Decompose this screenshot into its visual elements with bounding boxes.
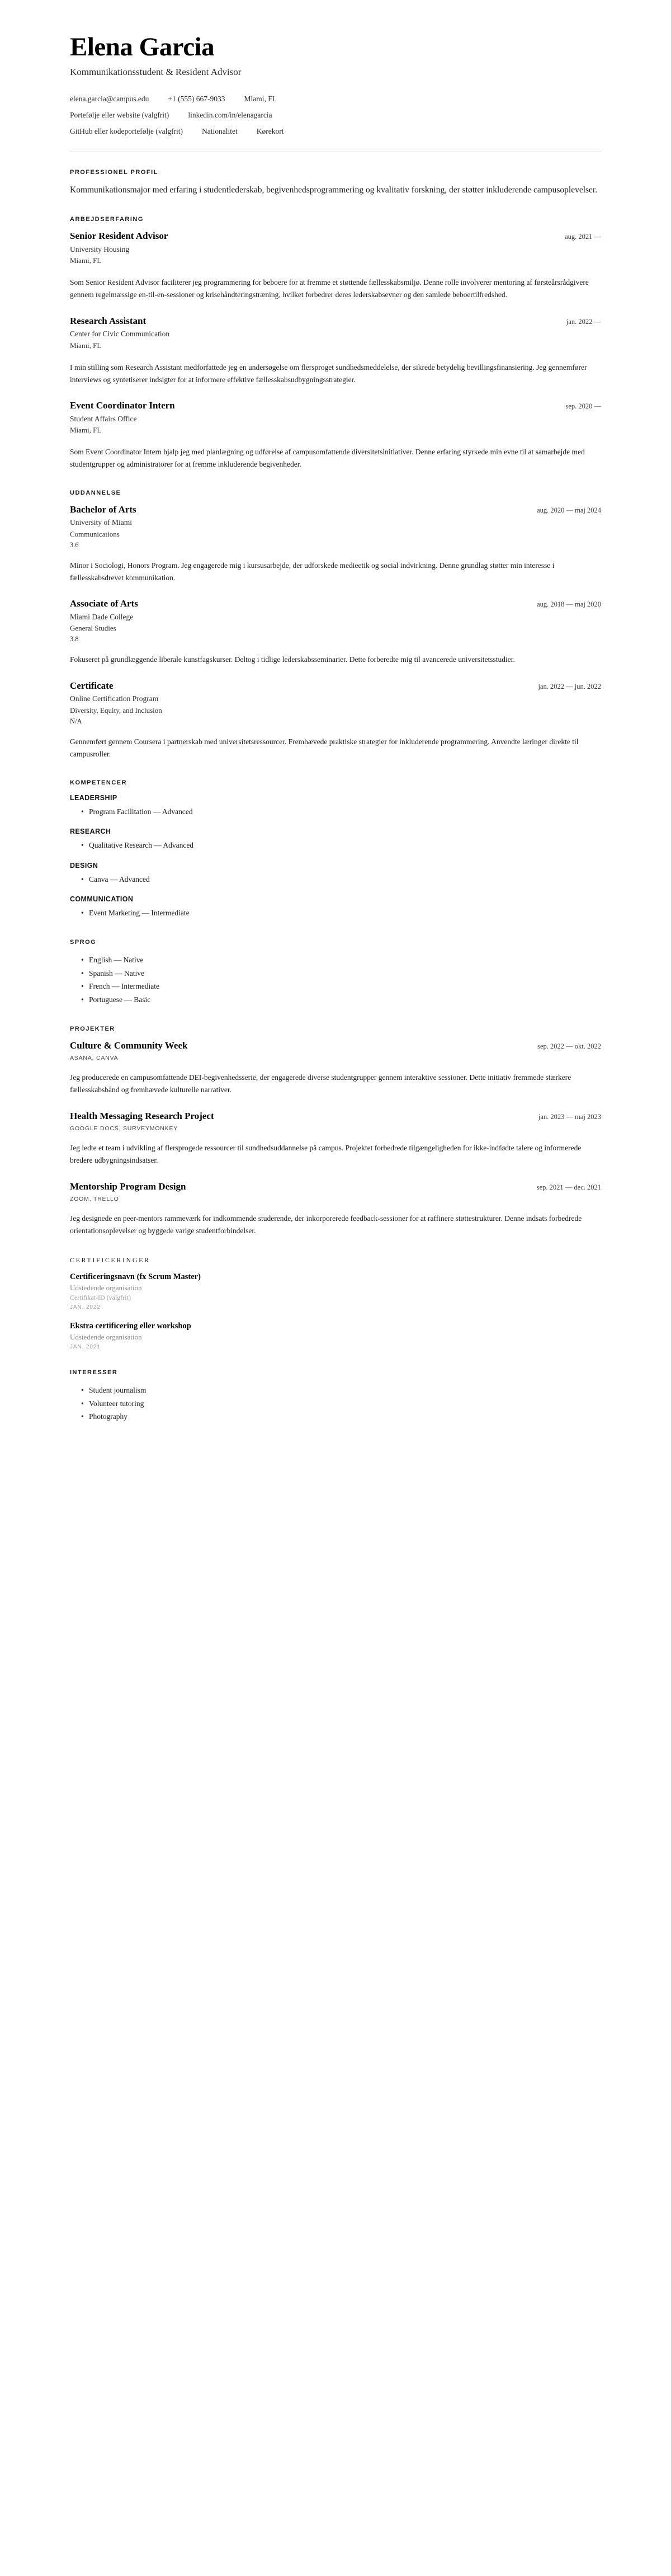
- project-date: sep. 2022 — okt. 2022: [537, 1042, 601, 1050]
- candidate-name: Elena Garcia: [70, 32, 215, 62]
- section-title-profile: PROFESSIONEL PROFIL: [70, 169, 158, 176]
- education-degree: Certificate: [70, 680, 114, 692]
- experience-item-head: [70, 400, 601, 411]
- certification-date: JAN. 2022: [70, 1304, 101, 1310]
- experience-item: [70, 231, 601, 301]
- experience-date: aug. 2021 —: [565, 233, 601, 241]
- section-title-experience: ARBEJDSERFARING: [70, 216, 144, 223]
- project-date: sep. 2021 — dec. 2021: [536, 1183, 601, 1191]
- contact-portfolio: Portefølje eller website (valgfrit): [70, 111, 169, 120]
- education-school: Online Certification Program: [70, 694, 159, 703]
- experience-role: Senior Resident Advisor: [70, 231, 168, 242]
- section-title-certifications: CERTIFICERINGER: [70, 1256, 150, 1264]
- language-item: • Portuguese — Basic: [81, 993, 601, 1007]
- skill-group-title: DESIGN: [70, 861, 98, 869]
- skill-group: [70, 794, 601, 819]
- section-title-projects: PROJEKTER: [70, 1025, 115, 1032]
- contact-linkedin: linkedin.com/in/elenagarcia: [188, 111, 272, 120]
- experience-description: Som Senior Resident Advisor faciliterer jeg programmering for beboere for at fremme et støttende fællesskabsmiljø. Denne rolle involverer mentoring af førsteårsrådgivere gennem regelmæssige en-til-en-sessioner og krisehåndteringstræning, hvilket forbedrer deres lederskabsevner og den samlede beboertilfredshed.: [70, 278, 589, 299]
- section-title-skills: KOMPETENCER: [70, 779, 127, 786]
- language-item: • French — Intermediate: [81, 980, 601, 993]
- education-school: University of Miami: [70, 518, 132, 527]
- experience-date: jan. 2022 —: [566, 317, 601, 326]
- section-profile: [70, 169, 601, 197]
- experience-description: Som Event Coordinator Intern hjalp jeg med planlægning og udførelse af campusomfattende diversitetsinitiativer. Denne erfaring styrkede min evne til at samarbejde med studentgrupper og administratorer for at fremme inkluderende begivenheder.: [70, 448, 585, 469]
- section-education: [70, 490, 601, 760]
- education-field: General Studies: [70, 624, 116, 633]
- interest-item: • Volunteer tutoring: [81, 1397, 601, 1411]
- experience-item-head: [70, 231, 601, 242]
- certification-item: [70, 1272, 601, 1310]
- education-item-head: [70, 680, 601, 692]
- project-item: [70, 1040, 601, 1096]
- candidate-headline: Kommunikationsstudent & Resident Advisor: [70, 67, 242, 78]
- education-degree: Bachelor of Arts: [70, 504, 136, 515]
- experience-date: sep. 2020 —: [565, 402, 601, 411]
- project-name: Health Messaging Research Project: [70, 1110, 214, 1121]
- experience-item: [70, 400, 601, 471]
- experience-item: [70, 316, 601, 386]
- certification-date: JAN. 2021: [70, 1343, 101, 1350]
- project-item-head: [70, 1181, 601, 1192]
- contact-github: GitHub eller kodeportefølje (valgfrit): [70, 127, 183, 136]
- resume-header: [70, 34, 601, 136]
- profile-summary: Kommunikationsmajor med erfaring i studentlederskab, begivenhedsprogrammering og kvalitativ forskning, der støtter inkluderende campusoplevelser.: [70, 185, 598, 195]
- skill-group-title: RESEARCH: [70, 828, 111, 836]
- certification-id: Certifikat-ID (valgfrit): [70, 1293, 131, 1301]
- skill-group-title: COMMUNICATION: [70, 895, 134, 904]
- project-item: [70, 1111, 601, 1167]
- skill-group-title: LEADERSHIP: [70, 793, 117, 802]
- project-description: Jeg producerede en campusomfattende DEI-begivenhedsserie, der engagerede diverse studentgrupper gennem interaktive sessioner. Dette initiativ fremmede stærkere fællesskabsbånd og fremhævede kulturelle narrativer.: [70, 1073, 571, 1094]
- skill-group: [70, 828, 601, 852]
- education-date: jan. 2022 — jun. 2022: [538, 683, 601, 691]
- education-item: [70, 504, 601, 584]
- contact-line-3: [70, 127, 601, 136]
- contact-phone: +1 (555) 667-9033: [168, 95, 225, 104]
- education-item: [70, 680, 601, 760]
- project-tools: ZOOM, TRELLO: [70, 1196, 119, 1203]
- section-title-education: UDDANNELSE: [70, 489, 121, 496]
- education-description: Gennemført gennem Coursera i partnerskab med universitetsressourcer. Fremhævede praktiske strategier for inkluderende programmering. Anvendte læringer direkte til campusroller.: [70, 737, 579, 758]
- experience-location: Miami, FL: [70, 256, 102, 265]
- education-description: Fokuseret på grundlæggende liberale kunstfagskurser. Deltog i tidlige lederskabsseminarier. Dette forberedte mig til avancerede universitetsstudier.: [70, 655, 515, 664]
- education-grade: 3.6: [70, 540, 79, 549]
- project-name: Culture & Community Week: [70, 1040, 188, 1051]
- certification-name: Certificeringsnavn (fx Scrum Master): [70, 1272, 201, 1281]
- skill-group: [70, 895, 601, 920]
- project-description: Jeg ledte et team i udvikling af flersprogede ressourcer til sundhedsuddannelse på campus. Projektet forbedrede tilgængeligheden for ikke-indfødte talere og informerede bredere udbygningsindsatser.: [70, 1144, 582, 1164]
- project-name: Mentorship Program Design: [70, 1181, 186, 1192]
- section-interests: [70, 1369, 601, 1423]
- language-item: • Spanish — Native: [81, 967, 601, 980]
- contact-email: elena.garcia@campus.edu: [70, 95, 149, 104]
- education-field: Communications: [70, 529, 120, 538]
- interest-item: • Photography: [81, 1410, 601, 1423]
- contact-line-2: [70, 111, 601, 120]
- project-item-head: [70, 1040, 601, 1051]
- certification-name: Ekstra certificering eller workshop: [70, 1321, 191, 1331]
- interest-list: [70, 1384, 601, 1423]
- experience-location: Miami, FL: [70, 426, 102, 435]
- experience-company: University Housing: [70, 245, 130, 253]
- section-projects: [70, 1026, 601, 1237]
- experience-role: Event Coordinator Intern: [70, 400, 175, 411]
- certification-item: [70, 1322, 601, 1350]
- education-grade: N/A: [70, 717, 82, 725]
- contact-driving-license: Kørekort: [256, 127, 284, 136]
- experience-item-head: [70, 316, 601, 327]
- experience-location: Miami, FL: [70, 341, 102, 350]
- education-grade: 3.8: [70, 635, 79, 643]
- certification-org: Udstedende organisation: [70, 1283, 142, 1292]
- education-description: Minor i Sociologi, Honors Program. Jeg engagerede mig i kursusarbejde, der udforskede medieetik og social indvirkning. Denne grundlag støtter min interesse i fællesskabsdrevet kommunikation.: [70, 561, 555, 582]
- education-school: Miami Dade College: [70, 612, 134, 621]
- project-item-head: [70, 1111, 601, 1122]
- skill-list: [70, 805, 601, 819]
- section-title-languages: SPROG: [70, 939, 97, 946]
- experience-description: I min stilling som Research Assistant medforfattede jeg en undersøgelse om flersproget sundhedsmeddelelse, der sikrede betydelig bevillingsfinansiering. Jeg gennemfører interviews og syntetiserer indsigter for at informere effektive fællesskabsudbygningsstrategier.: [70, 363, 587, 384]
- experience-role: Research Assistant: [70, 315, 147, 326]
- experience-company: Student Affairs Office: [70, 414, 137, 423]
- skill-list: [70, 906, 601, 920]
- project-item: [70, 1181, 601, 1237]
- project-tools: ASANA, CANVA: [70, 1054, 119, 1061]
- contact-nationality: Nationalitet: [202, 127, 238, 136]
- education-field: Diversity, Equity, and Inclusion: [70, 706, 162, 715]
- section-experience: [70, 216, 601, 471]
- section-certifications: [70, 1256, 601, 1350]
- education-date: aug. 2018 — maj 2020: [537, 600, 601, 609]
- education-date: aug. 2020 — maj 2024: [537, 506, 601, 514]
- skill-item: • Qualitative Research — Advanced: [81, 839, 601, 852]
- education-degree: Associate of Arts: [70, 598, 138, 609]
- skill-item: • Event Marketing — Intermediate: [81, 906, 601, 920]
- skill-list: [70, 873, 601, 886]
- certification-org: Udstedende organisation: [70, 1332, 142, 1341]
- experience-company: Center for Civic Communication: [70, 330, 170, 339]
- skill-item: • Canva — Advanced: [81, 873, 601, 886]
- skill-item: • Program Facilitation — Advanced: [81, 805, 601, 819]
- education-item: [70, 598, 601, 666]
- language-item: • English — Native: [81, 953, 601, 967]
- project-tools: GOOGLE DOCS, SURVEYMONKEY: [70, 1125, 178, 1132]
- section-languages: [70, 939, 601, 1007]
- interest-item: • Student journalism: [81, 1384, 601, 1397]
- section-title-interests: INTERESSER: [70, 1369, 118, 1376]
- project-date: jan. 2023 — maj 2023: [538, 1112, 601, 1121]
- project-description: Jeg designede en peer-mentors rammeværk for indkommende studerende, der inkorporerede feedback-sessioner for at raffinere støttestrukturer. Denne indsats forbedrede orientationsoplevelser og byggede varige studentforbindelser.: [70, 1214, 582, 1235]
- contact-line-1: [70, 95, 601, 104]
- education-item-head: [70, 504, 601, 515]
- language-list: [70, 953, 601, 1007]
- contact-location: Miami, FL: [244, 95, 277, 104]
- education-item-head: [70, 598, 601, 609]
- skill-list: [70, 839, 601, 852]
- skill-group: [70, 862, 601, 886]
- section-skills: [70, 779, 601, 920]
